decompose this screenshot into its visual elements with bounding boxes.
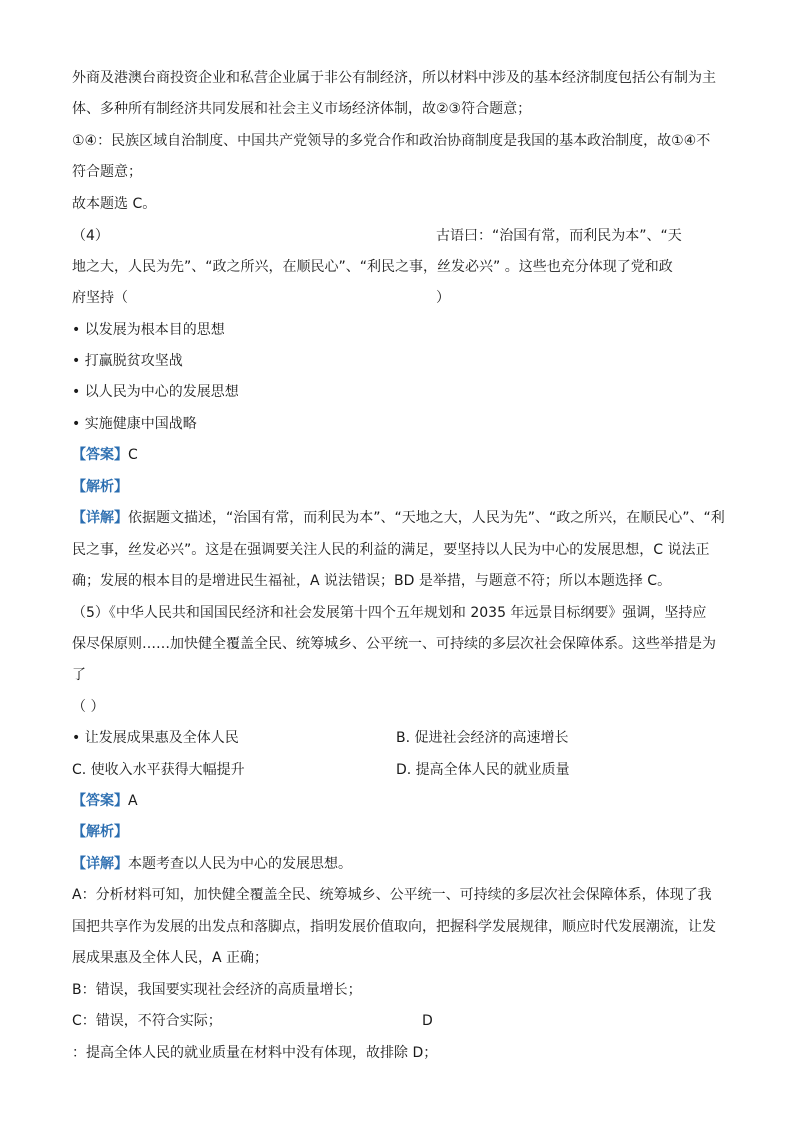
text-line: ①④：民族区域自治制度、中国共产党领导的多党合作和政治协商制度是我国的基本政治制度，故①④不 — [72, 133, 711, 149]
option-a: • 让发展成果惠及全体人民 — [72, 730, 239, 746]
question-4-stem: 地之大，人民为先”、“政之所兴，在顺民心”、“利民之事，丝发必兴” 。这些也充分体现了党和政 — [72, 259, 673, 275]
option-d: D. 提高全体人民的就业质量 — [396, 762, 570, 778]
analysis-tag — [72, 822, 730, 842]
analysis-tag-label: 【解析】 — [72, 824, 128, 840]
analysis-tag — [72, 477, 730, 497]
question-5-stem: 保尽保原则……加快健全覆盖全民、统筹城乡、公平统一、可持续的多层次社会保障体系。这些举措是为 — [72, 636, 716, 652]
detail-line — [72, 508, 730, 528]
detail-line: 民之事，丝发必兴”。这是在强调要关注人民的利益的满足，要坚持以人民为中心的发展思想，C 说法正 — [72, 542, 710, 558]
question-5-paren: （ ） — [72, 699, 105, 715]
answer-tag: 【答案】 — [72, 447, 128, 463]
detail-line — [72, 854, 730, 874]
option-item: • 以发展为根本目的思想 — [72, 322, 225, 338]
question-5-stem: （5）《中华人民共和国国民经济和社会发展第十四个五年规划和 2035 年远景目标纲要》强调，坚持应 — [72, 605, 707, 621]
question-4-stem: 府坚持（ — [72, 290, 128, 306]
detail-mark-d: D — [422, 1013, 433, 1029]
detail-text: 依据题文描述，“治国有常，而利民为本”、“天地之大，人民为先”、“政之所兴，在顺民心”、“利 — [128, 510, 725, 526]
text-line: 符合题意； — [72, 164, 142, 180]
question-4-stem: 古语曰：“治国有常，而利民为本”、“天 — [436, 228, 682, 244]
detail-line: A：分析材料可知，加快健全覆盖全民、统筹城乡、公平统一、可持续的多层次社会保障体系，体现了我 — [72, 887, 712, 903]
option-item: • 打赢脱贫攻坚战 — [72, 353, 183, 369]
analysis-tag-label: 【解析】 — [72, 479, 128, 495]
detail-tag: 【详解】 — [72, 856, 128, 872]
detail-line: 国把共享作为发展的出发点和落脚点，指明发展价值取向，把握科学发展规律，顺应时代发展潮流，让发 — [72, 919, 716, 935]
detail-tag: 【详解】 — [72, 510, 128, 526]
option-b: B. 促进社会经济的高速增长 — [396, 730, 569, 746]
text-line: 体、多种所有制经济共同发展和社会主义市场经济体制，故②③符合题意； — [72, 101, 532, 117]
detail-line: B：错误，我国要实现社会经济的高质量增长； — [72, 982, 362, 998]
answer-line — [72, 445, 730, 465]
detail-line: C：错误，不符合实际； — [72, 1013, 222, 1029]
answer-value: C — [128, 447, 138, 463]
detail-line: 展成果惠及全体人民，A 正确； — [72, 950, 269, 966]
option-item: • 以人民为中心的发展思想 — [72, 384, 239, 400]
detail-line: 确；发展的根本目的是增进民生福祉，A 说法错误；BD 是举措，与题意不符；所以本题选择 C。 — [72, 573, 672, 589]
detail-text: 本题考查以人民为中心的发展思想。 — [128, 856, 352, 872]
answer-tag: 【答案】 — [72, 793, 128, 809]
question-5-stem: 了 — [72, 667, 86, 683]
question-4-number: （4） — [72, 228, 109, 244]
option-c: C. 使收入水平获得大幅提升 — [72, 762, 245, 778]
text-line: 故本题选 C。 — [72, 196, 157, 212]
answer-value: A — [128, 793, 138, 809]
option-item: • 实施健康中国战略 — [72, 416, 197, 432]
detail-line: ：提高全体人民的就业质量在材料中没有体现，故排除 D； — [72, 1045, 438, 1061]
text-line: 外商及港澳台商投资企业和私营企业属于非公有制经济，所以材料中涉及的基本经济制度包括公有制为主 — [72, 70, 716, 86]
answer-line — [72, 791, 730, 811]
question-4-blank-close: ） — [436, 290, 450, 306]
